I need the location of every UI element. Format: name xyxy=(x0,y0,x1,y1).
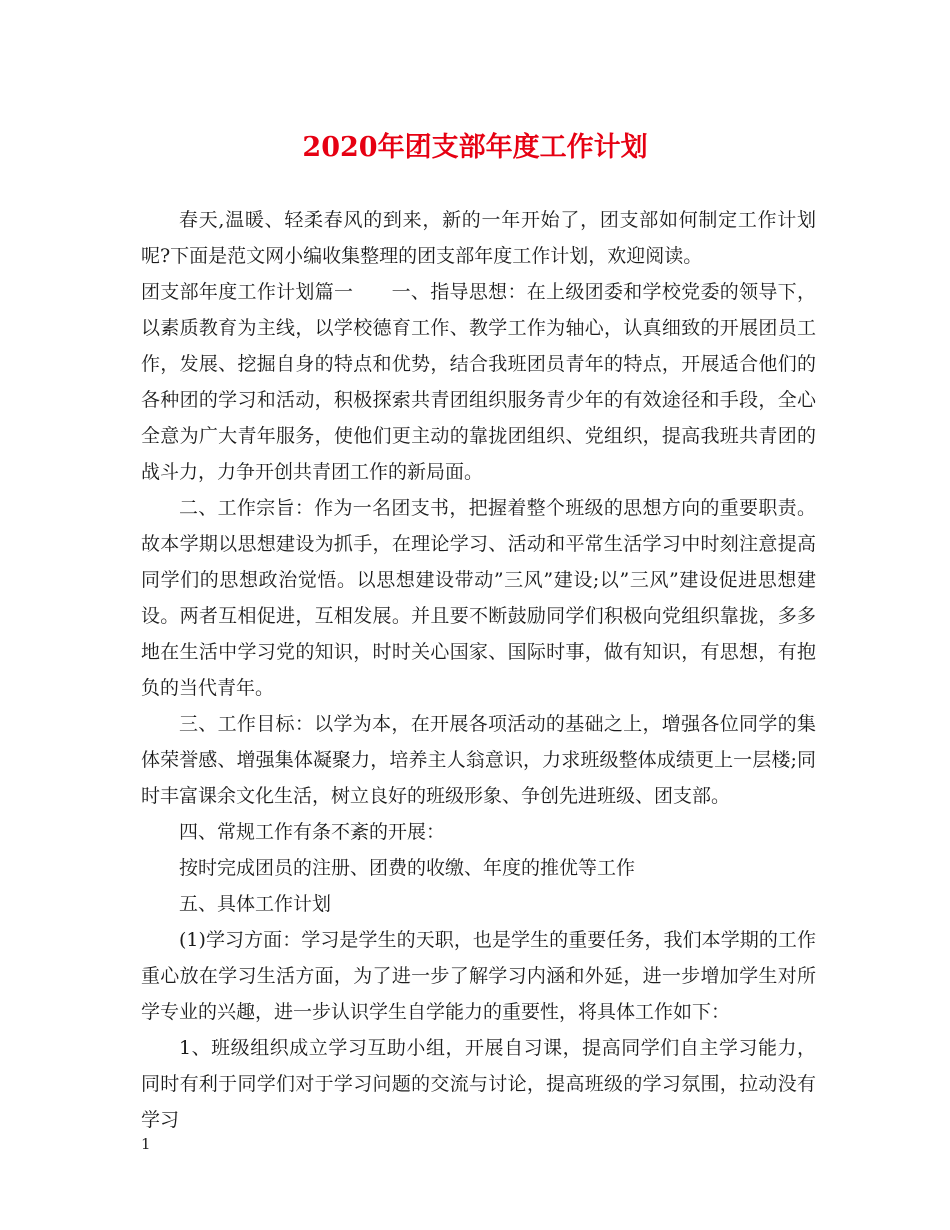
page-number: 1 xyxy=(141,1135,151,1153)
intro-paragraph: 春天,温暖、轻柔春风的到来，新的一年开始了，团支部如何制定工作计划呢?下面是范文网小编收集整理的团支部年度工作计划，欢迎阅读。 xyxy=(141,209,816,267)
guiding-ideology-text: 一、指导思想：在上级团委和学校党委的领导下，以素质教育为主线，以学校德育工作、教学工作为轴心，认真细致的开展团员工作，发展、挖掘自身的特点和优势，结合我班团员青年的特点，开展适合他们的各种团的学习和活动，积极探索共青团组织服务青少年的有效途径和手段，全心全意为广大青年服务，使他们更主动的靠拢团组织、党组织，提高我班共青团的战斗力，力争开创共青团工作的新局面。 xyxy=(141,281,816,483)
routine-work-heading: 四、常规工作有条不紊的开展： xyxy=(179,821,446,843)
section-heading: 团支部年度工作计划篇一 xyxy=(141,281,354,303)
work-goal-paragraph: 三、工作目标：以学为本，在开展各项活动的基础之上，增强各位同学的集体荣誉感、增强集体凝聚力，培养主人翁意识，力求班级整体成绩更上一层楼;同时丰富课余文化生活，树立良好的班级形象、争创先进班级、团支部。 xyxy=(141,713,816,807)
document-title: 2020年团支部年度工作计划 xyxy=(302,132,648,163)
study-aspect-paragraph: (1)学习方面：学习是学生的天职，也是学生的重要任务，我们本学期的工作重心放在学习生活方面，为了进一步了解学习内涵和外延，进一步增加学生对所学专业的兴趣，进一步认识学生自学能力的重要性，将具体工作如下： xyxy=(141,929,816,1023)
specific-plan-heading: 五、具体工作计划 xyxy=(179,893,332,915)
section-paragraph-guiding-ideology xyxy=(141,274,816,490)
document-body xyxy=(141,202,816,1138)
routine-work-text: 按时完成团员的注册、团费的收缴、年度的推优等工作 xyxy=(179,857,636,879)
work-purpose-paragraph: 二、工作宗旨：作为一名团支书，把握着整个班级的思想方向的重要职责。故本学期以思想建设为抓手，在理论学习、活动和平常生活学习中时刻注意提高同学们的思想政治觉悟。以思想建设带动”三风”建设;以”三风”建设促进思想建设。两者互相促进，互相发展。并且要不断鼓励同学们积极向党组织靠拢，多多地在生活中学习党的知识，时时关心国家、国际时事，做有知识，有思想，有抱负的当代青年。 xyxy=(141,497,816,699)
study-group-paragraph: 1、班级组织成立学习互助小组，开展自习课，提高同学们自主学习能力，同时有利于同学们对于学习问题的交流与讨论，提高班级的学习氛围，拉动没有学习 xyxy=(141,1037,816,1131)
